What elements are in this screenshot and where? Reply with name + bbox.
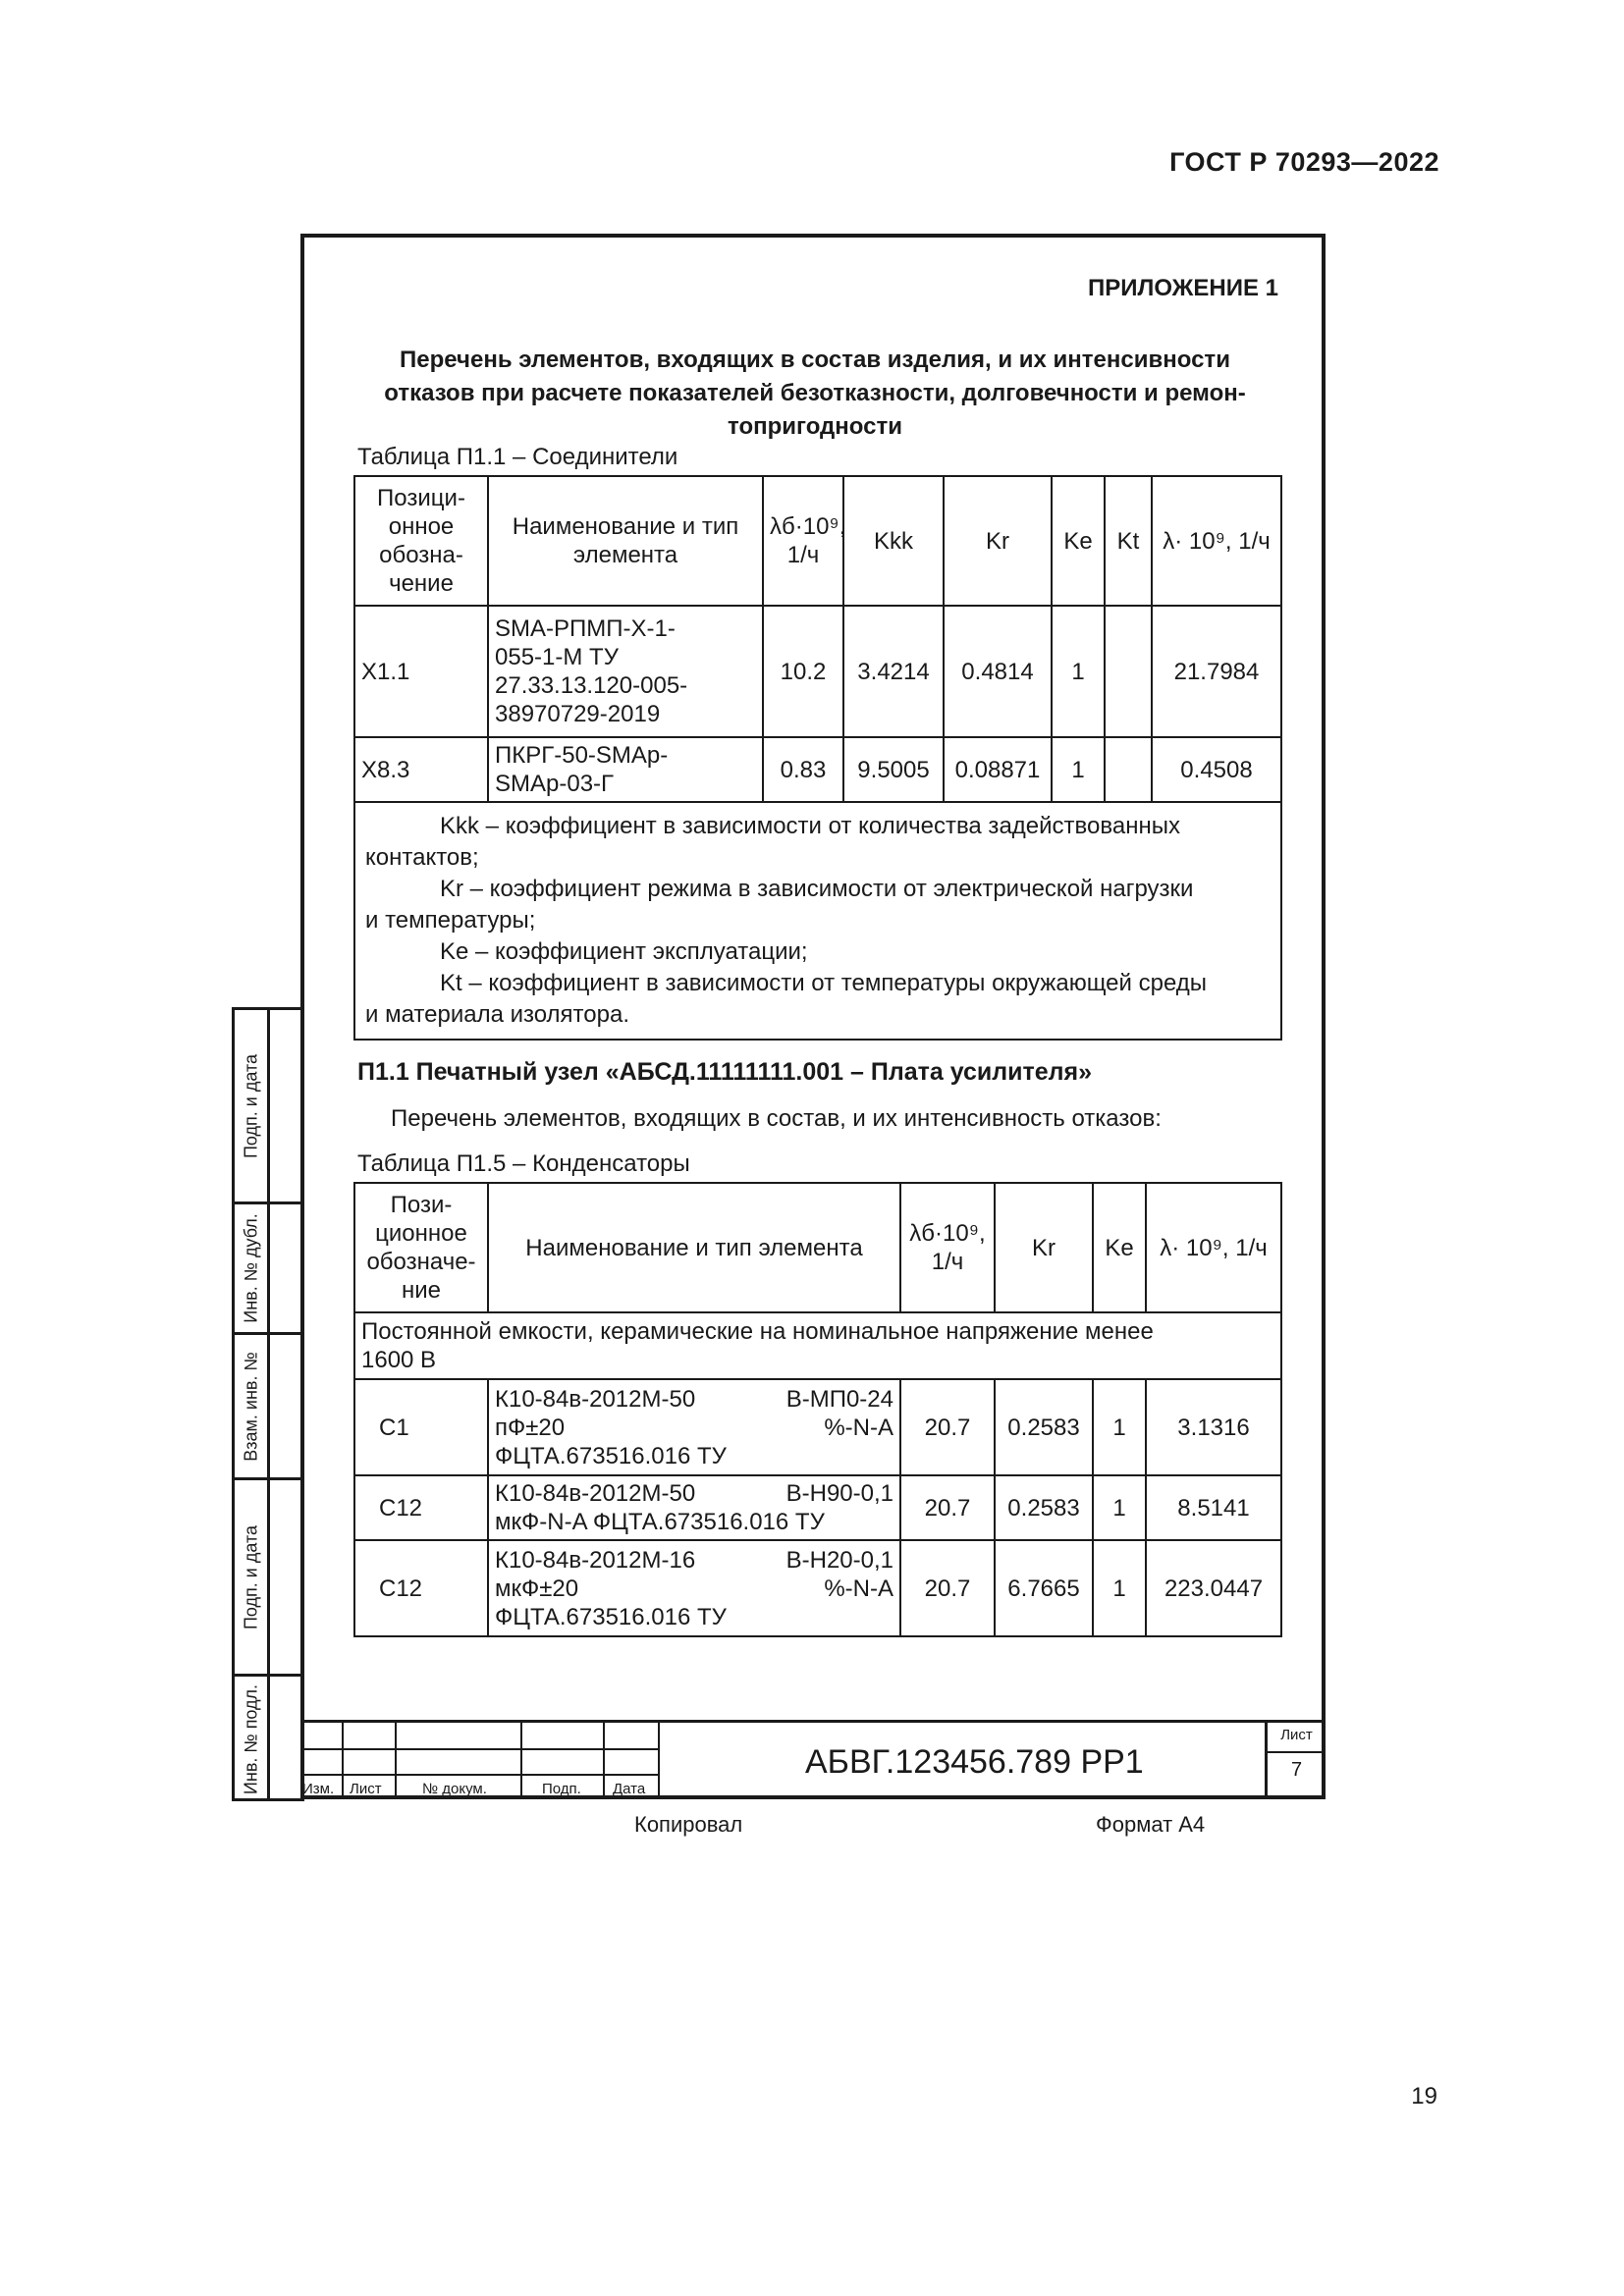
sheet-label: Лист: [1268, 1720, 1326, 1753]
page-number: 19: [1411, 2083, 1437, 2109]
tb-col-sign: Подп.: [542, 1781, 581, 1797]
standard-number: ГОСТ Р 70293—2022: [1169, 147, 1439, 177]
appendix-label: ПРИЛОЖЕНИЕ 1: [1087, 275, 1278, 301]
tb-col-change: Изм.: [302, 1781, 335, 1797]
table1-caption: Таблица П1.1 – Соединители: [357, 444, 678, 470]
header-position: Позици- онное обозна- чение: [354, 476, 488, 606]
table-row: X8.3 ПКРГ-50-SMAр- SMAр-03-Г 0.83 9.5005 0.08871 1 0.4508: [354, 737, 1281, 802]
footer-copied: Копировал: [634, 1812, 743, 1837]
strip-cell-dup-inv: Инв. № дубл.: [235, 1201, 304, 1332]
section-title: П1.1 Печатный узел «АБСД.11111111.001 – Плата усилителя»: [357, 1058, 1093, 1086]
table-header-row: [354, 1183, 1281, 1312]
side-strip: [232, 1007, 304, 1801]
header-lambda: λ· 10⁹, 1/ч: [1152, 476, 1281, 606]
header-kt: Kt: [1105, 476, 1152, 606]
table-capacitors: [353, 1182, 1282, 1637]
table-connectors: [353, 475, 1282, 1041]
header-lambda-b: λб·10⁹, 1/ч: [900, 1183, 995, 1312]
table5-caption: Таблица П1.5 – Конденсаторы: [357, 1150, 690, 1177]
tb-col-date: Дата: [613, 1781, 646, 1797]
strip-cell-sign-date-1: Подп. и дата: [235, 1007, 304, 1201]
sheet-box: [1265, 1720, 1326, 1799]
sheet-number: 7: [1290, 1759, 1303, 1781]
header-kkk: Kkk: [843, 476, 944, 606]
header-lambda-b: λб·10⁹, 1/ч: [763, 476, 843, 606]
header-ke: Ke: [1093, 1183, 1146, 1312]
table-row: C12 К10-84в-2012М-16 В-Н20-0,1 мкФ±20 %-N-A ФЦТА.673516.016 ТУ 20.7 6.7665 1 223.0447: [354, 1540, 1281, 1636]
table-row: C1 К10-84в-2012М-50 В-МП0-24 пФ±20 %-N-A ФЦТА.673516.016 ТУ 20.7 0.2583 1 3.1316: [354, 1379, 1281, 1475]
strip-cell-replace-inv: Взам. инв. №: [235, 1332, 304, 1477]
header-ke: Ke: [1052, 476, 1105, 606]
header-kr: Kr: [944, 476, 1052, 606]
header-name: Наименование и тип элемента: [488, 476, 763, 606]
table-group-row: Постоянной емкости, керамические на номинальное напряжение менее 1600 В: [354, 1312, 1281, 1379]
table-row: X1.1 SMA-РПМП-X-1- 055-1-M ТУ 27.33.13.120-005- 38970729-2019 10.2 3.4214 0.4814 1 21.7984: [354, 606, 1281, 737]
table-row: C12 К10-84в-2012М-50 В-Н90-0,1 мкФ-N-A ФЦТА.673516.016 ТУ 20.7 0.2583 1 8.5141: [354, 1475, 1281, 1540]
header-name: Наименование и тип элемента: [488, 1183, 900, 1312]
tb-col-sheet: Лист: [350, 1781, 382, 1797]
tb-col-docno: № докум.: [422, 1781, 487, 1797]
table-notes: Kkk – коэффициент в зависимости от количества задействованных контактов; Kr – коэффициент режима в зависимости от электрической нагрузки и температуры; Ke – коэффициент эксплуатации; Kt – коэффициент в зависимости от температуры окружающей среды и материала изолятора.: [354, 802, 1281, 1040]
strip-cell-sign-date-2: Подп. и дата: [235, 1477, 304, 1674]
table-notes-row: [354, 802, 1281, 1040]
header-position: Пози- ционное обозначе- ние: [354, 1183, 488, 1312]
footer-format: Формат А4: [1096, 1812, 1206, 1837]
page-title: Перечень элементов, входящих в состав изделия, и их интенсивности отказов при расчете показателей безотказности, долговечности и ремон- топригодности: [384, 347, 1246, 440]
section-intro: Перечень элементов, входящих в состав, и их интенсивность отказов:: [391, 1105, 1162, 1132]
header-kr: Kr: [995, 1183, 1093, 1312]
strip-cell-orig-inv: Инв. № подл.: [235, 1674, 304, 1801]
document-number: АБВГ.123456.789 РР1: [805, 1743, 1144, 1781]
header-lambda: λ· 10⁹, 1/ч: [1146, 1183, 1281, 1312]
table-header-row: [354, 476, 1281, 606]
